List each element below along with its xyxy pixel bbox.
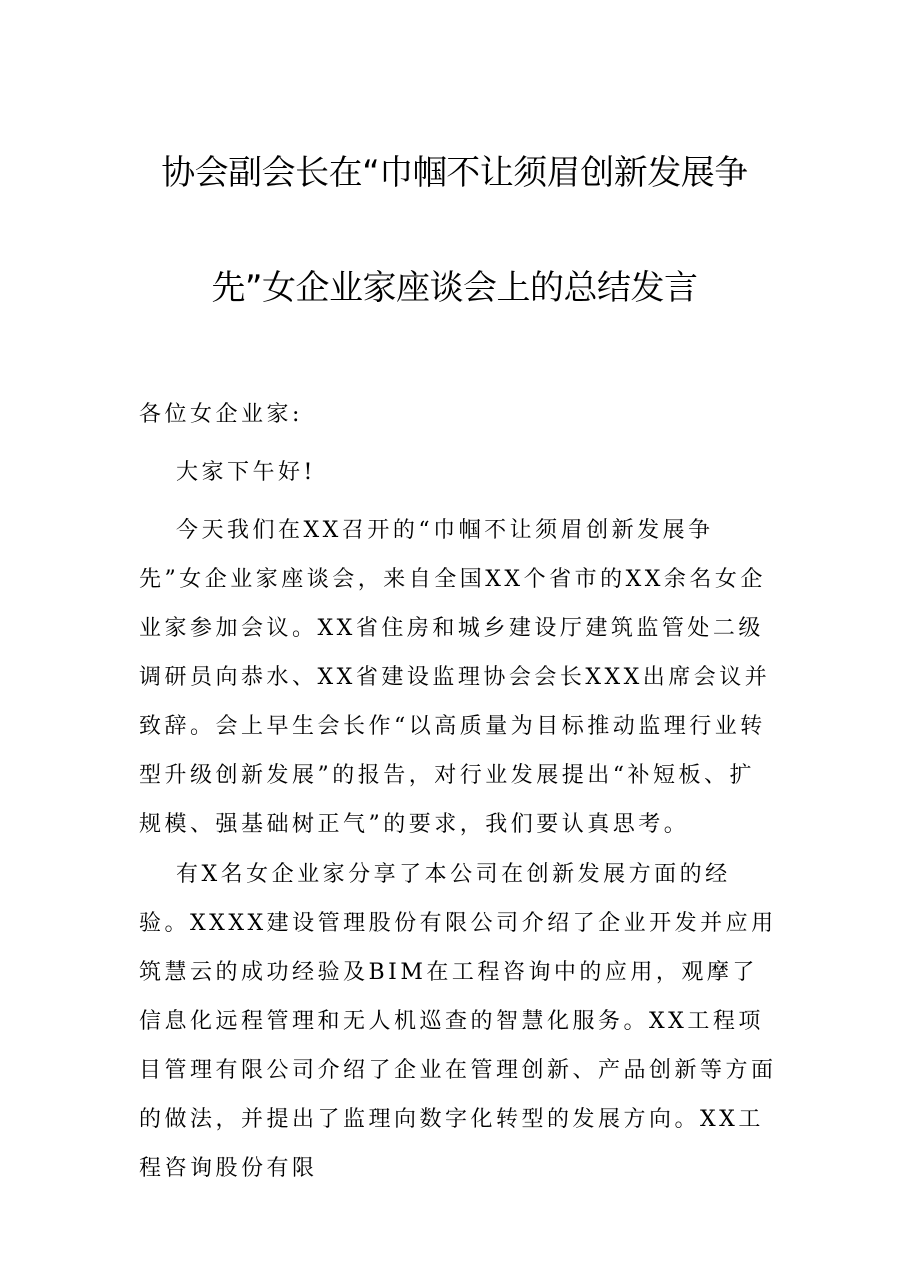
paragraph-1 [139,506,779,849]
salutation: 各位女企业家: [139,402,303,427]
document-title-line-1: 协会副会长在“巾帼不让须眉创新发展争 [161,153,748,193]
document-title-line-2: 先”女企业家座谈会上的总结发言 [211,268,698,308]
paragraph-1-text: 今天我们在XX召开的“巾帼不让须眉创新发展争先”女企业家座谈会，来自全国XX个省市的XX余名女企业家参加会议。XX省住房和城乡建设厅建筑监管处二级调研员向恭水、XX省建设监理协会会长XXX出席会议并致辞。会上早生会长作“以高质量为目标推动监理行业转型升级创新发展”的报告，对行业发展提出“补短板、扩规模、强基础树正气”的要求，我们要认真思考。 [139,518,771,837]
greeting-line: 大家下午好! [176,460,316,485]
paragraph-2 [139,850,779,1193]
paragraph-2-text: 有X名女企业家分享了本公司在创新发展方面的经验。XXXX建设管理股份有限公司介绍了企业开发并应用筑慧云的成功经验及BIM在工程咨询中的应用，观摩了信息化远程管理和无人机巡查的智慧化服务。XX工程项目管理有限公司介绍了企业在管理创新、产品创新等方面的做法，并提出了监理向数字化转型的发展方向。XX工程咨询股份有限 [139,862,777,1181]
